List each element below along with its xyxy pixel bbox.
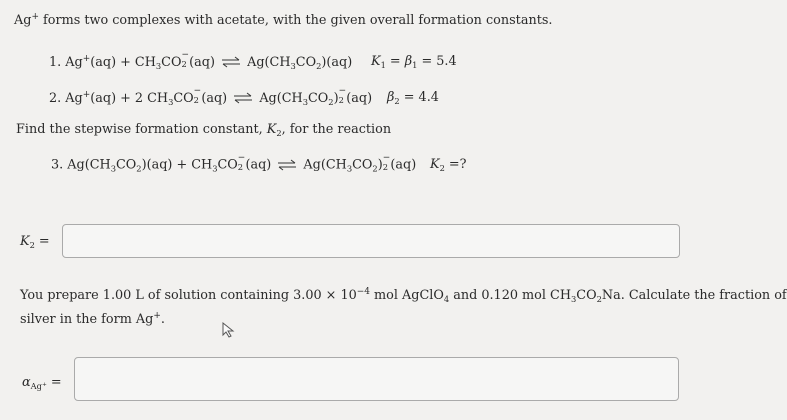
alpha-ag-answer-input[interactable] (74, 357, 679, 401)
k2-answer-input[interactable] (62, 224, 680, 258)
reaction-2: 2. Ag+(aq) + 2 $CH_3CO$ − 2 (aq) $Ag(CH_3CO_2)$ − 2 (aq) (49, 86, 373, 107)
alpha-ag-label: $\alpha_{Ag^+}$ = (22, 375, 62, 391)
equilibrium-arrow-icon (234, 93, 252, 103)
intro-text: Ag+ forms two complexes with acetate, with the given overall formation constants. (14, 12, 553, 28)
reaction-1: 1. $Ag^+(aq) + CH_3CO$ − 2 (aq) $Ag(CH_3CO_2)(aq)$ (49, 50, 353, 71)
mouse-pointer-icon (222, 322, 236, 338)
find-instruction: Find the stepwise formation constant, $K_2$, for the reaction (16, 122, 392, 138)
reaction-3-constant: $K_2$ =? (430, 157, 467, 173)
prep-line-1: You prepare 1.00 L of solution containing $3.00 \times 10^{-4}$ mol AgClO$_4$ and 0.120 mol $CH_3CO_2Na$. Calculate the fraction of (20, 287, 787, 304)
equilibrium-arrow-icon (222, 57, 240, 67)
reaction-3: 3. $Ag(CH_3CO_2)(aq) + CH_3CO$ − 2 (aq) $Ag(CH_3CO_2)$ − 2 (aq) (51, 152, 417, 174)
equilibrium-arrow-icon (278, 160, 296, 170)
reaction-1-constant: $K_1 = \beta_1 = 5.4$ (371, 54, 457, 70)
prep-line-2: silver in the form Ag+. (20, 311, 165, 327)
k2-label: $K_2$ = (20, 234, 50, 250)
reaction-2-constant: $\beta_2 = 4.4$ (387, 90, 439, 106)
